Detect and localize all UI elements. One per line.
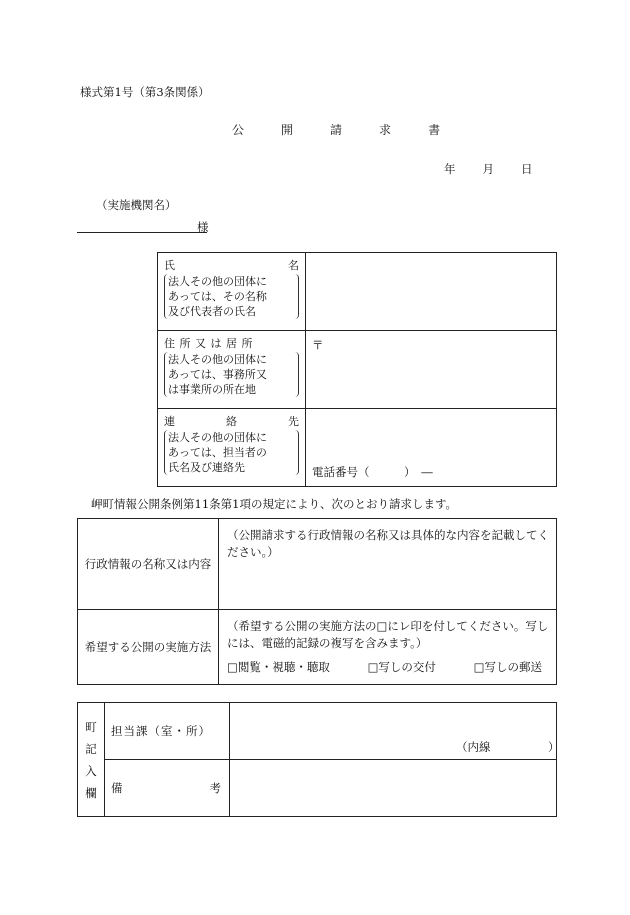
title-char: 開 bbox=[281, 123, 295, 137]
info-label: 行政情報の名称又は内容 bbox=[78, 519, 219, 610]
postal-mark: 〒 bbox=[312, 338, 324, 352]
applicant-table bbox=[157, 252, 557, 487]
day-label: 日 bbox=[521, 162, 533, 176]
name-field[interactable] bbox=[306, 253, 557, 331]
contact-label-cell bbox=[158, 409, 306, 487]
contact-label-char: 連 bbox=[164, 415, 175, 428]
contact-label-char: 先 bbox=[288, 415, 299, 428]
request-statement: 岬町情報公開条例第11条第1項の規定により、次のとおり請求します。 bbox=[91, 497, 458, 511]
info-field[interactable] bbox=[219, 519, 557, 610]
remarks-field[interactable] bbox=[230, 760, 557, 817]
method-options bbox=[227, 659, 550, 676]
title-char: 求 bbox=[379, 123, 393, 137]
remarks-char: 考 bbox=[209, 781, 221, 795]
method-field bbox=[219, 610, 557, 685]
document-title bbox=[232, 121, 441, 138]
form-number: 様式第1号（第3条関係） bbox=[80, 85, 210, 99]
address-field[interactable] bbox=[306, 331, 557, 409]
extension-label: （内線 ） bbox=[456, 740, 560, 754]
side-char: 記 bbox=[85, 741, 97, 756]
note-line: 氏名及び連絡先 bbox=[168, 461, 245, 474]
name-label-right: 名 bbox=[288, 259, 299, 272]
address-label-cell bbox=[158, 331, 306, 409]
note-line: 及び代表者の氏名 bbox=[168, 305, 256, 318]
addressee-underline[interactable] bbox=[77, 232, 207, 233]
title-char: 書 bbox=[428, 123, 442, 137]
side-char: 欄 bbox=[85, 785, 97, 800]
name-label-left: 氏 bbox=[164, 259, 175, 272]
option-view-checkbox[interactable]: □閲覧・視聴・聴取 bbox=[227, 660, 330, 674]
note-line: 法人その他の団体に bbox=[168, 353, 267, 366]
contact-field[interactable] bbox=[306, 409, 557, 487]
info-note: （公開請求する行政情報の名称又は具体的な内容を記載してください。） bbox=[227, 528, 549, 559]
note-line: 法人その他の団体に bbox=[168, 275, 267, 288]
year-label: 年 bbox=[444, 162, 456, 176]
note-line: あっては、事務所又 bbox=[168, 368, 267, 381]
dept-field[interactable] bbox=[230, 703, 560, 760]
side-char: 入 bbox=[85, 763, 97, 778]
name-note bbox=[164, 274, 299, 319]
contact-note bbox=[164, 430, 299, 475]
title-char: 公 bbox=[232, 123, 246, 137]
option-mail-checkbox[interactable]: □写しの郵送 bbox=[473, 660, 542, 674]
request-table bbox=[77, 518, 557, 685]
month-label: 月 bbox=[482, 162, 494, 176]
title-char: 請 bbox=[330, 123, 344, 137]
method-note: （希望する公開の実施方法の□にレ印を付してください。写しには、電磁的記録の複写を含みます。） bbox=[227, 619, 549, 650]
note-line: あっては、その名称 bbox=[168, 290, 267, 303]
office-use-side-label bbox=[78, 703, 105, 817]
dept-label: 担当課（室・所） bbox=[105, 703, 230, 760]
note-line: 法人その他の団体に bbox=[168, 431, 267, 444]
remarks-label-cell bbox=[105, 760, 230, 817]
option-copy-checkbox[interactable]: □写しの交付 bbox=[367, 660, 436, 674]
note-line: あっては、担当者の bbox=[168, 446, 267, 459]
addressee-label: （実施機関名） bbox=[96, 198, 177, 212]
date-line[interactable] bbox=[444, 161, 533, 177]
side-char: 町 bbox=[85, 719, 97, 734]
note-line: は事業所の所在地 bbox=[168, 383, 256, 396]
name-label-cell bbox=[158, 253, 306, 331]
method-label: 希望する公開の実施方法 bbox=[78, 610, 219, 685]
remarks-char: 備 bbox=[111, 781, 123, 795]
office-use-table bbox=[77, 702, 560, 817]
addressee-honorific: 様 bbox=[197, 220, 209, 234]
contact-label-char: 絡 bbox=[226, 415, 237, 428]
address-note bbox=[164, 352, 299, 397]
phone-number-label: 電話番号（ ） ― bbox=[312, 465, 433, 479]
address-label: 住 所 又 は 居 所 bbox=[164, 337, 253, 350]
